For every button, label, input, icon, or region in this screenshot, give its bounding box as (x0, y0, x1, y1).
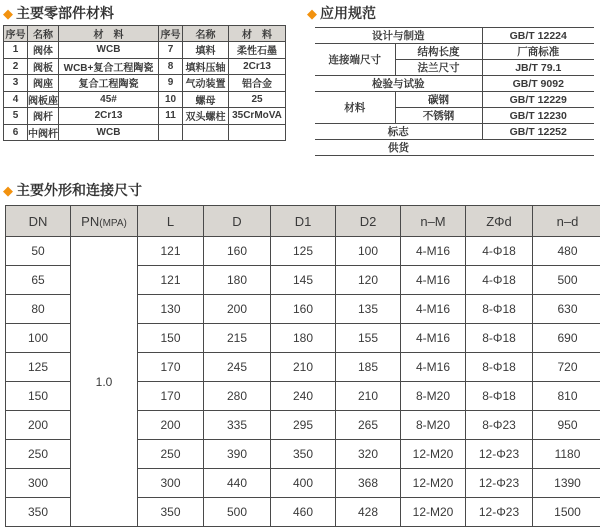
dimensions-cell: 8-Φ18 (466, 382, 533, 411)
materials-cell (183, 124, 229, 141)
dimensions-cell: 280 (204, 382, 271, 411)
dimensions-cell: 350 (138, 498, 204, 527)
dimensions-cell: 810 (533, 382, 600, 411)
materials-cell: 阀座 (28, 75, 59, 92)
dimensions-cell: 8-Φ23 (466, 411, 533, 440)
materials-cell: WCB+复合工程陶瓷 (59, 58, 159, 75)
materials-header-cell: 名称 (28, 26, 59, 42)
specs-section-title (307, 5, 600, 21)
materials-cell: 复合工程陶瓷 (59, 75, 159, 92)
dimensions-header-cell: D1 (271, 206, 336, 237)
dimensions-cell: 428 (336, 498, 401, 527)
dimensions-cell: 440 (204, 469, 271, 498)
dimensions-cell: 480 (533, 237, 600, 266)
dimensions-cell: 80 (6, 295, 71, 324)
dimensions-cell: 150 (6, 382, 71, 411)
materials-cell: 5 (4, 108, 28, 125)
dimensions-cell: 210 (271, 353, 336, 382)
specs-label: 供货 (315, 140, 482, 156)
materials-cell: 7 (159, 42, 183, 59)
diamond-icon: ◆ (307, 5, 317, 21)
materials-title-text: 主要零部件材料 (16, 5, 114, 21)
materials-cell: 9 (159, 75, 183, 92)
dimensions-cell: 170 (138, 353, 204, 382)
dimensions-cell: 125 (6, 353, 71, 382)
specs-label: 检验与试验 (315, 76, 482, 92)
dimensions-header-cell: D (204, 206, 271, 237)
dimensions-cell: 630 (533, 295, 600, 324)
materials-cell: 阀杆 (28, 108, 59, 125)
specs-value: GB/T 12252 (482, 124, 594, 140)
dimensions-cell: 210 (336, 382, 401, 411)
dimensions-cell: 12-M20 (401, 498, 466, 527)
materials-header-cell: 材 料 (59, 26, 159, 42)
dimensions-header-row (6, 206, 600, 237)
dimensions-cell: 950 (533, 411, 600, 440)
specs-value: JB/T 79.1 (482, 60, 594, 76)
specs-row (315, 28, 594, 44)
specs-value: GB/T 12229 (482, 92, 594, 108)
dimensions-cell: 8-Φ18 (466, 353, 533, 382)
materials-cell: 1 (4, 42, 28, 59)
materials-cell: 35CrMoVA (229, 108, 286, 125)
dimensions-cell: 460 (271, 498, 336, 527)
dimensions-table-body (6, 237, 600, 527)
materials-section-title (3, 5, 306, 21)
dimensions-cell: 4-M16 (401, 324, 466, 353)
dimensions-cell: 368 (336, 469, 401, 498)
materials-cell: 柔性石墨 (229, 42, 286, 59)
dimensions-section (0, 182, 600, 527)
dimensions-cell: 4-Φ18 (466, 237, 533, 266)
dimensions-cell: 300 (6, 469, 71, 498)
dimensions-cell: 300 (138, 469, 204, 498)
dimensions-row (6, 237, 600, 266)
specs-group-label: 材料 (315, 92, 395, 124)
dimensions-title-text: 主要外形和连接尺寸 (16, 182, 142, 198)
materials-cell: 阀体 (28, 42, 59, 59)
materials-cell: 阀板 (28, 58, 59, 75)
dimensions-cell: 121 (138, 237, 204, 266)
dimensions-cell: 320 (336, 440, 401, 469)
dimensions-cell: 180 (204, 266, 271, 295)
dimensions-cell: 135 (336, 295, 401, 324)
dimensions-cell: 170 (138, 382, 204, 411)
dimensions-cell: 720 (533, 353, 600, 382)
dimensions-cell: 8-M20 (401, 382, 466, 411)
dimensions-cell: 350 (271, 440, 336, 469)
materials-cell: 6 (4, 124, 28, 141)
dimensions-header-cell: n–d (533, 206, 600, 237)
specs-label: 设计与制造 (315, 28, 482, 44)
dimensions-cell: 1500 (533, 498, 600, 527)
materials-cell: 阀板座 (28, 91, 59, 108)
materials-cell: 双头螺柱 (183, 108, 229, 125)
specs-sub-label: 碳钢 (395, 92, 482, 108)
dimensions-cell: 8-M20 (401, 411, 466, 440)
materials-header-row (4, 26, 286, 42)
dimensions-cell: 12-Φ23 (466, 469, 533, 498)
dimensions-cell: 65 (6, 266, 71, 295)
dimensions-cell: 125 (271, 237, 336, 266)
dimensions-cell: 250 (6, 440, 71, 469)
specs-group-label: 连接端尺寸 (315, 44, 395, 76)
diamond-icon: ◆ (3, 182, 13, 198)
dimensions-cell: 250 (138, 440, 204, 469)
top-row (0, 0, 600, 156)
materials-cell: 25 (229, 91, 286, 108)
dimensions-cell: 4-M16 (401, 266, 466, 295)
materials-cell: 填料压轴 (183, 58, 229, 75)
materials-header-cell: 材 料 (229, 26, 286, 42)
materials-cell: WCB (59, 42, 159, 59)
dimensions-cell: 215 (204, 324, 271, 353)
specs-row (315, 92, 594, 108)
dimensions-cell: 390 (204, 440, 271, 469)
dimensions-cell: 145 (271, 266, 336, 295)
dimensions-cell: 100 (336, 237, 401, 266)
specs-value: 厂商标准 (482, 44, 594, 60)
dimensions-header-cell: PN(MPA) (71, 206, 138, 237)
specs-section (307, 5, 600, 156)
dimensions-cell: 130 (138, 295, 204, 324)
dimensions-cell: 295 (271, 411, 336, 440)
dimensions-cell: 50 (6, 237, 71, 266)
materials-header-cell: 序号 (159, 26, 183, 42)
dimensions-cell: 200 (138, 411, 204, 440)
materials-cell (159, 124, 183, 141)
specs-label: 标志 (315, 124, 482, 140)
diamond-icon: ◆ (3, 5, 13, 21)
materials-cell: 气动装置 (183, 75, 229, 92)
specs-title-text: 应用规范 (320, 5, 376, 21)
dimensions-cell: 155 (336, 324, 401, 353)
dimensions-header-cell: DN (6, 206, 71, 237)
pn-merged-cell: 1.0 (71, 237, 138, 527)
materials-header-cell: 序号 (4, 26, 28, 42)
dimensions-cell: 200 (6, 411, 71, 440)
dimensions-cell: 4-M16 (401, 237, 466, 266)
dimensions-table (5, 205, 600, 527)
dimensions-cell: 12-Φ23 (466, 498, 533, 527)
materials-cell: 铝合金 (229, 75, 286, 92)
materials-row (4, 124, 286, 141)
materials-cell: 4 (4, 91, 28, 108)
specs-value: GB/T 12230 (482, 108, 594, 124)
dimensions-cell: 185 (336, 353, 401, 382)
dimensions-header-sub: (MPA) (99, 217, 127, 229)
dimensions-cell: 400 (271, 469, 336, 498)
dimensions-cell: 120 (336, 266, 401, 295)
dimensions-cell: 335 (204, 411, 271, 440)
materials-cell: 中阀杆 (28, 124, 59, 141)
materials-cell (229, 124, 286, 141)
dimensions-cell: 12-Φ23 (466, 440, 533, 469)
materials-cell: 10 (159, 91, 183, 108)
dimensions-cell: 350 (6, 498, 71, 527)
dimensions-cell: 160 (204, 237, 271, 266)
specs-sub-label: 法兰尺寸 (395, 60, 482, 76)
materials-cell: 3 (4, 75, 28, 92)
specs-row (315, 124, 594, 140)
dimensions-cell: 8-Φ18 (466, 295, 533, 324)
materials-row (4, 75, 286, 92)
materials-row (4, 58, 286, 75)
dimensions-cell: 500 (533, 266, 600, 295)
specs-value: GB/T 9092 (482, 76, 594, 92)
dimensions-cell: 265 (336, 411, 401, 440)
materials-table-body (4, 42, 286, 141)
dimensions-cell: 500 (204, 498, 271, 527)
specs-value: GB/T 12224 (482, 28, 594, 44)
specs-value (482, 140, 594, 156)
specs-sub-label: 不锈钢 (395, 108, 482, 124)
dimensions-cell: 690 (533, 324, 600, 353)
materials-cell: 2Cr13 (59, 108, 159, 125)
materials-section (0, 5, 306, 156)
dimensions-cell: 4-M16 (401, 353, 466, 382)
dimensions-cell: 100 (6, 324, 71, 353)
specs-row (315, 140, 594, 156)
dimensions-cell: 245 (204, 353, 271, 382)
materials-cell: WCB (59, 124, 159, 141)
materials-cell: 2Cr13 (229, 58, 286, 75)
dimensions-cell: 200 (204, 295, 271, 324)
materials-row (4, 108, 286, 125)
materials-header-cell: 名称 (183, 26, 229, 42)
dimensions-cell: 180 (271, 324, 336, 353)
dimensions-header-cell: D2 (336, 206, 401, 237)
specs-table-body (315, 28, 594, 156)
dimensions-cell: 150 (138, 324, 204, 353)
dimensions-section-title (3, 182, 600, 198)
materials-cell: 45# (59, 91, 159, 108)
materials-cell: 8 (159, 58, 183, 75)
dimensions-cell: 12-M20 (401, 440, 466, 469)
materials-cell: 填料 (183, 42, 229, 59)
materials-cell: 2 (4, 58, 28, 75)
materials-row (4, 42, 286, 59)
materials-row (4, 91, 286, 108)
specs-row (315, 44, 594, 60)
dimensions-header-cell: ZΦd (466, 206, 533, 237)
dimensions-cell: 240 (271, 382, 336, 411)
dimensions-cell: 121 (138, 266, 204, 295)
dimensions-cell: 1390 (533, 469, 600, 498)
dimensions-cell: 8-Φ18 (466, 324, 533, 353)
dimensions-cell: 12-M20 (401, 469, 466, 498)
dimensions-cell: 1180 (533, 440, 600, 469)
specs-sub-label: 结构长度 (395, 44, 482, 60)
dimensions-cell: 160 (271, 295, 336, 324)
specs-table (315, 27, 594, 156)
dimensions-header-cell: L (138, 206, 204, 237)
materials-cell: 11 (159, 108, 183, 125)
dimensions-cell: 4-Φ18 (466, 266, 533, 295)
dimensions-header-cell: n–M (401, 206, 466, 237)
specs-row (315, 76, 594, 92)
materials-table (3, 25, 286, 141)
dimensions-cell: 4-M16 (401, 295, 466, 324)
materials-cell: 螺母 (183, 91, 229, 108)
